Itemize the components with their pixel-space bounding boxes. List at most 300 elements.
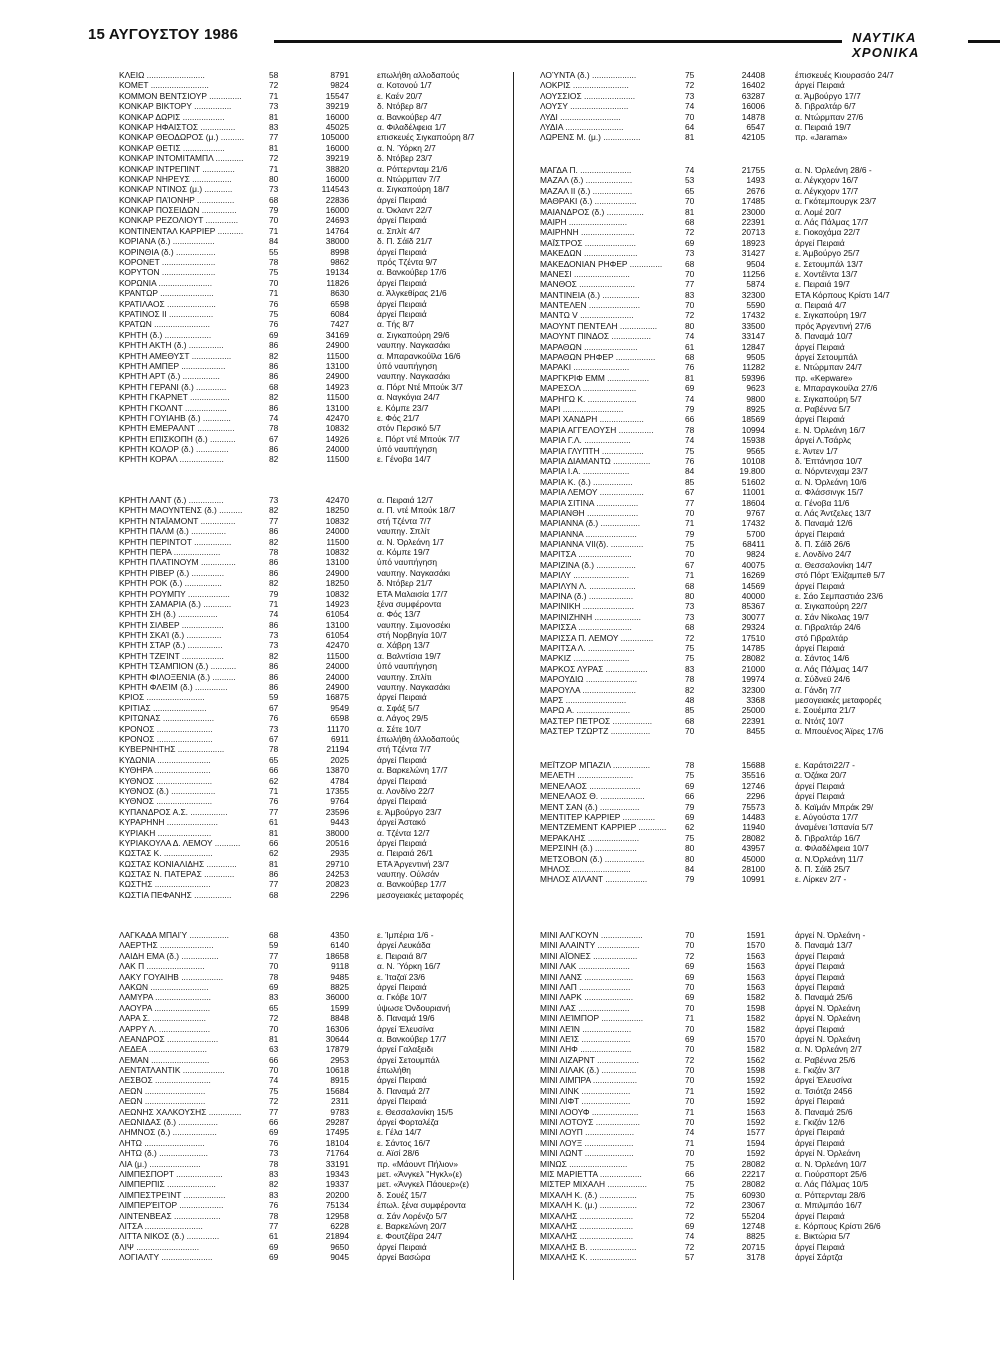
ship-year: 70 <box>269 215 279 226</box>
ship-name: ΛΟΥΣΥ ......................... <box>540 101 629 112</box>
ship-name: ΜΑΡΙΤΣΑ ....................... <box>540 549 632 560</box>
ship-row <box>119 890 464 900</box>
ship-name: ΚΟΡΩΝΙΑ ....................... <box>119 277 213 288</box>
ship-grt: 60930 <box>741 1189 765 1200</box>
ship-status: άργεί Πειραιά <box>795 1023 845 1034</box>
ship-status: άργεί Πειραιά <box>795 981 845 992</box>
ship-name: ΚΥΡΙΑΚΟΥΛΑ Δ. ΛΕΜΟΥ ........... <box>119 837 241 848</box>
ship-grt: 12746 <box>741 780 765 791</box>
ship-row <box>119 982 469 992</box>
ship-year: 83 <box>269 1168 279 1179</box>
ship-grt: 3178 <box>746 1252 765 1263</box>
ship-year: 80 <box>685 320 695 331</box>
ship-status: ε. Μπαραγκουίλα 27/6 <box>795 383 878 394</box>
ship-name: ΚΟΝΚΑΡ ΠΑΊΟΝΗΡ ................ <box>119 194 235 205</box>
ship-year: 86 <box>269 661 279 672</box>
ship-name: ΛΑΟΥΡΑ ........................ <box>119 1002 211 1013</box>
ship-grt: 10832 <box>325 515 349 526</box>
ship-name: ΚΡΗΤΗ ΠΕΡΑ .................... <box>119 546 221 557</box>
ship-grt: 43957 <box>741 843 765 854</box>
ship-name: ΚΟΜΕΤ ......................... <box>119 80 209 91</box>
ship-name: ΜΙΣ ΜΑΡΙΕΤΤΑ .................. <box>540 1168 642 1179</box>
ship-grt: 17485 <box>741 196 765 207</box>
ship-grt: 17879 <box>325 1044 349 1055</box>
ship-grt: 45025 <box>325 121 349 132</box>
ship-name: ΚΟΡΙΑΝΑ (δ.) .................. <box>119 236 215 247</box>
ship-year: 86 <box>269 619 279 630</box>
ship-row <box>119 776 464 786</box>
ship-row <box>119 164 475 174</box>
ship-row <box>119 495 464 505</box>
ship-row <box>119 724 464 734</box>
ship-status: στή Τζέντα 7/7 <box>377 744 432 755</box>
ship-grt: 35516 <box>741 770 765 781</box>
ship-year: 73 <box>269 184 279 195</box>
ship-grt: 16000 <box>325 111 349 122</box>
ship-year: 53 <box>685 175 695 186</box>
ship-grt: 30077 <box>741 611 765 622</box>
ship-name: ΚΡΗΤΗ ΤΣΑΜΠΙΟΝ (δ.) ........... <box>119 661 237 672</box>
ship-row <box>540 456 890 466</box>
ship-grt: 33147 <box>741 331 765 342</box>
ship-year: 70 <box>685 1117 695 1128</box>
ship-status: άργεί Πειραιά <box>377 194 427 205</box>
ship-status: ναυπηγ. Σπλίτ <box>377 526 430 537</box>
ship-name: ΛΕΝΤΑΤΛΑΝΤΙΚ .................. <box>119 1065 225 1076</box>
ship-name: ΜΕΝΤΙΤΕΡ ΚΑΡΡΙΕΡ .............. <box>540 811 656 822</box>
ship-row <box>540 791 873 801</box>
ship-name: ΜΕΡΑΚΛΗΣ ...................... <box>540 832 640 843</box>
ship-row <box>540 643 890 653</box>
ship-row <box>119 330 475 340</box>
ship-year: 61 <box>685 341 695 352</box>
ship-status: α. Κόμπε 19/7 <box>377 546 430 557</box>
ship-grt: 9783 <box>330 1106 349 1117</box>
ship-grt: 15688 <box>741 760 765 770</box>
ship-year: 75 <box>269 267 279 278</box>
ship-status: α. Λέγκχορν 17/7 <box>795 185 859 196</box>
ship-name: ΛΙΜΠΕΣΠΟΡΤ .................... <box>119 1168 223 1179</box>
ship-status: ναυπηγ. Ναγκασάκι <box>377 371 450 382</box>
ship-row <box>540 1169 881 1179</box>
ship-year: 70 <box>685 726 695 737</box>
ship-status: ε. Καράτσι22/7 - <box>795 760 855 770</box>
ship-status: α. Όζάκα 20/7 <box>795 770 847 781</box>
ship-status: άργεί Ν. Όρλεάνη <box>795 1148 861 1159</box>
ship-list-right-bottom <box>540 930 881 1263</box>
ship-row <box>119 1159 469 1169</box>
ship-name: ΜΑΡΙΑ Ι.Α. .................... <box>540 466 630 477</box>
ship-status: έπωλ. ξένα συμφέροντα <box>377 1200 466 1211</box>
ship-grt: 1563 <box>746 971 765 982</box>
ship-status: α. Γκόβε 10/7 <box>377 992 428 1003</box>
ship-name: ΜΑΝΤΩ V ....................... <box>540 310 634 321</box>
ship-status: στόν Περσικό 5/7 <box>377 423 441 434</box>
ship-grt: 1582 <box>746 1044 765 1055</box>
ship-name: ΜΑΡΙΣΣΑ ....................... <box>540 622 632 633</box>
ship-row <box>119 434 475 444</box>
ship-grt: 14923 <box>325 598 349 609</box>
ship-year: 70 <box>685 1065 695 1076</box>
ship-row <box>540 560 890 570</box>
ship-list-right-mid <box>540 165 890 736</box>
ship-status: ναυπηγ. Ναγκασάκι <box>377 682 450 693</box>
ship-year: 71 <box>269 90 279 101</box>
ship-year: 71 <box>269 163 279 174</box>
ship-row <box>119 361 475 371</box>
ship-name: ΜΙΝΩΣ ......................... <box>540 1158 628 1169</box>
ship-year: 75 <box>685 539 695 550</box>
ship-year: 70 <box>685 507 695 518</box>
ship-grt: 11940 <box>742 822 765 833</box>
ship-name: ΛΗΤΩ (δ.) ..................... <box>119 1148 208 1159</box>
ship-grt: 1563 <box>746 981 765 992</box>
ship-row <box>540 487 890 497</box>
ship-year: 66 <box>269 765 279 776</box>
ship-status: δ. Παναμά 2/7 <box>377 1085 430 1096</box>
ship-year: 81 <box>269 858 279 869</box>
ship-grt: 15938 <box>741 435 765 446</box>
magazine-title: ΝΑΥΤΙΚΑ ΧΡΟΝΙΚΑ <box>852 30 920 60</box>
ship-name: ΚΟΝΚΑΡ ΙΝΤΟΜΙΤΑΜΠΛ ............ <box>119 153 244 164</box>
ship-list-right-top <box>540 70 894 143</box>
ship-grt: 1582 <box>746 992 765 1003</box>
ship-grt: 1493 <box>746 175 765 186</box>
ship-grt: 1592 <box>746 1117 765 1128</box>
ship-year: 69 <box>685 237 695 248</box>
ship-row <box>119 80 475 90</box>
ship-status: μεσογειακές μεταφορές <box>377 889 464 900</box>
ship-row <box>540 674 890 684</box>
ship-status: α. Λέγκχορν 16/7 <box>795 175 859 186</box>
ship-grt: 16269 <box>741 570 765 581</box>
ship-name: ΛΕΑΝΔΡΟΣ ...................... <box>119 1033 219 1044</box>
ship-row <box>119 516 464 526</box>
ship-name: ΚΩΣΤΙΑ ΠΕΦΑΝΗΣ ................ <box>119 889 232 900</box>
ship-year: 77 <box>269 879 279 890</box>
ship-row <box>119 184 475 194</box>
ship-grt: 5590 <box>746 300 765 311</box>
ship-status: άργεί Πειραιά <box>377 215 427 226</box>
ship-status: άργεί Πειραιά <box>795 1096 845 1107</box>
ship-name: ΛΗΜΝΟΣ (δ.) ................... <box>119 1127 217 1138</box>
ship-status: άργεί Πειραιά <box>377 796 427 807</box>
ship-status: α. Σιγκαπούρη 29/6 <box>377 329 450 340</box>
ship-name: ΜΑΪΣΤΡΟΣ ...................... <box>540 237 636 248</box>
ship-status: α. Λάγος 29/5 <box>377 713 428 724</box>
ship-status: άργεί Ν. Όρλεάνη <box>795 1002 861 1013</box>
ship-name: ΛΟΥΣΣΙΟΣ ...................... <box>540 90 636 101</box>
ship-grt: 11500 <box>326 392 349 403</box>
ship-row <box>119 143 475 153</box>
ship-status: α. Βανκούβερ 17/7 <box>377 1033 447 1044</box>
ship-name: ΜΙΝΙ ΛΙΜΠΡΑ ................... <box>540 1075 638 1086</box>
ship-name: ΚΡΗΤΗ ΑΜΕΘΥΣΤ ................. <box>119 350 232 361</box>
ship-grt: 18250 <box>325 578 349 589</box>
ship-status: ε. Θεσσαλονίκη 15/5 <box>377 1106 454 1117</box>
ship-year: 62 <box>269 848 279 859</box>
ship-row <box>540 91 894 101</box>
ship-grt: 8455 <box>746 726 765 737</box>
ship-status: ε. Πειραιά 8/7 <box>377 950 428 961</box>
ship-row <box>119 992 469 1002</box>
ship-grt: 38820 <box>325 163 349 174</box>
ship-name: ΛΑΡΡΥ Λ. ...................... <box>119 1023 211 1034</box>
ship-name: ΜΑΡΙΤΣΑ Λ. .................... <box>540 642 635 653</box>
ship-row <box>119 672 464 682</box>
ship-name: ΜΑΡΗΓΩ Κ. ..................... <box>540 393 637 404</box>
ship-status: α. Γάνδη 7/7 <box>795 684 842 695</box>
ship-row <box>540 695 890 705</box>
ship-name: ΚΟΝΚΑΡ ΠΟΣΕΙΔΩΝ ............... <box>119 205 237 216</box>
ship-status: α. Ν. Όρλεάνη 10/6 <box>795 476 867 487</box>
ship-grt: 5700 <box>746 528 765 539</box>
ship-status: άργεί Πειραιά <box>795 642 845 653</box>
ship-name: ΚΡΗΤΗ ΠΛΑΤΙΝΟΥΜ ............... <box>119 557 236 568</box>
ship-year: 69 <box>269 1241 279 1252</box>
ship-list-right-lower <box>540 760 873 885</box>
ship-status: α. Χάβρη 13/7 <box>377 640 430 651</box>
ship-name: ΚΡΗΤΗ ΣΚΑΊ (δ.) ............... <box>119 630 222 641</box>
ship-year: 66 <box>269 1054 279 1065</box>
ship-name: ΜΙΝΙ ΛΟΥΠ ..................... <box>540 1127 635 1138</box>
ship-grt: 1599 <box>330 1002 349 1013</box>
ship-name: ΜΑΡΙΛΥ ........................ <box>540 570 630 581</box>
ship-status: ε. Σιγκαπούρη 5/7 <box>795 393 862 404</box>
ship-year: 77 <box>685 497 695 508</box>
ship-row <box>119 454 475 464</box>
ship-grt: 11282 <box>742 362 765 373</box>
ship-grt: 1563 <box>746 961 765 972</box>
ship-year: 71 <box>269 785 279 796</box>
ship-name: ΛΗΤΩ .......................... <box>119 1137 205 1148</box>
ship-year: 69 <box>685 1220 695 1231</box>
ship-grt: 1592 <box>746 1075 765 1086</box>
ship-row <box>119 91 475 101</box>
ship-name: ΜΑΡΙΑ ΣΙΤΙΝΑ .................. <box>540 497 639 508</box>
ship-status: άργεί Πειραιά <box>795 961 845 972</box>
ship-grt: 6140 <box>330 940 349 951</box>
ship-name: ΜΑΡΙΝΙΖΗΝΗ .................... <box>540 611 641 622</box>
ship-grt: 16306 <box>325 1023 349 1034</box>
ship-row <box>540 961 881 971</box>
ship-row <box>540 1065 881 1075</box>
ship-status: στό Γιβραλτάρ <box>795 632 848 643</box>
ship-status: α. Ρόττερνταμ 21/6 <box>377 163 448 174</box>
ship-grt: 2953 <box>330 1054 349 1065</box>
ship-status: δ. Παναμά 19/6 <box>377 1013 435 1024</box>
ship-year: 76 <box>269 796 279 807</box>
ship-status: δ. Ντόβερ 8/7 <box>377 101 428 112</box>
ship-year: 71 <box>685 1106 695 1117</box>
ship-status: δ. Γιβραλτάρ 16/7 <box>795 832 861 843</box>
ship-row <box>119 568 464 578</box>
ship-year: 73 <box>269 723 279 734</box>
ship-year: 76 <box>685 455 695 466</box>
ship-year: 69 <box>685 1033 695 1044</box>
ship-year: 79 <box>685 403 695 414</box>
ship-name: ΚΩΣΤΑΣ Κ. ..................... <box>119 848 213 859</box>
ship-status: ε. Γιοκοχάμα 22/7 <box>795 227 860 238</box>
ship-year: 74 <box>685 331 695 342</box>
ship-status: άργεί Πειραιά <box>795 950 845 961</box>
ship-row <box>540 321 890 331</box>
ship-year: 84 <box>685 466 695 477</box>
ship-name: ΚΡΟΝΟΣ ........................ <box>119 733 213 744</box>
ship-name: ΜΑΙΑΝΔΡΟΣ (δ.) ................ <box>540 206 644 217</box>
ship-grt: 33191 <box>325 1158 349 1169</box>
ship-row <box>119 444 475 454</box>
ship-grt: 68411 <box>742 539 765 550</box>
column-divider <box>513 72 514 1280</box>
ship-name: ΚΡΗΤΗ ΑΚΤΗ (δ.) ............... <box>119 340 224 351</box>
ship-name: ΚΡΗΤΗ ΜΑΟΥΝΤΕΝΣ (δ.) .......... <box>119 505 243 516</box>
ship-row <box>540 940 881 950</box>
ship-row <box>119 174 475 184</box>
ship-grt: 1592 <box>746 1096 765 1107</box>
ship-status: ε. Ντώρμπαν 24/7 <box>795 362 863 373</box>
ship-row <box>119 692 464 702</box>
ship-status: δ. Έπτάνησα 10/7 <box>795 455 863 466</box>
ship-grt: 19337 <box>325 1179 349 1190</box>
ship-year: 75 <box>685 70 695 80</box>
ship-year: 62 <box>685 822 695 833</box>
ship-row <box>119 278 475 288</box>
ship-year: 79 <box>685 801 695 812</box>
ship-status: α. Γένοβα 11/6 <box>795 497 850 508</box>
ship-year: 55 <box>269 246 279 257</box>
ship-row <box>119 879 464 889</box>
ship-name: ΜΙΝΙ ΛΕΊΝ ..................... <box>540 1023 632 1034</box>
ship-row <box>540 1013 881 1023</box>
ship-row <box>119 859 464 869</box>
ship-name: ΜΙΧΑΛΗ Κ. (μ.) ................ <box>540 1200 637 1211</box>
ship-name: ΜΑΣΤΕΡ ΤΖΩΡΤΖ ................. <box>540 726 651 737</box>
ship-name: ΚΡΗΤΗ ΤΖΕΊΝΤ .................. <box>119 650 224 661</box>
ship-name: ΛΕΣΒΟΣ ........................ <box>119 1075 211 1086</box>
ship-year: 71 <box>269 288 279 299</box>
ship-grt: 25000 <box>741 705 765 716</box>
ship-grt: 63287 <box>741 90 765 101</box>
ship-status: άργεί Ν. Όρλεάνη <box>795 1013 861 1024</box>
ship-grt: 20823 <box>325 879 349 890</box>
ship-status: α. Μπαρανκούϊλα 16/6 <box>377 350 461 361</box>
ship-year: 74 <box>269 412 279 423</box>
ship-name: ΚΡΗΤΗ ΑΡΤ (δ.) ................ <box>119 371 220 382</box>
ship-name: ΚΡΗΤΗ ΡΟΥΜΠΥ .................. <box>119 588 230 599</box>
ship-grt: 8791 <box>330 70 349 80</box>
ship-list-left-mid <box>119 495 464 900</box>
ship-name: ΜΙΣΤΕΡ ΜΙΧΑΛΗ ................. <box>540 1179 647 1190</box>
ship-status: ναυπηγ. Σιμονοσέκι <box>377 619 451 630</box>
ship-name: ΚΡΗΤΗ ΣΤΑΡ (δ.) ............... <box>119 640 223 651</box>
ship-grt: 16000 <box>325 205 349 216</box>
ship-name: ΛΙΜΠΕΡΈΙΤΟΡ ................... <box>119 1200 224 1211</box>
ship-status: α. Ντώρμπαν 27/6 <box>795 111 864 122</box>
ship-grt: 16875 <box>325 692 349 703</box>
ship-grt: 6598 <box>330 298 349 309</box>
ship-row <box>119 838 464 848</box>
ship-status: ε. Γκιζάν 3/7 <box>795 1065 841 1076</box>
ship-name: ΜΙΝΙ ΛΗΦ ...................... <box>540 1044 632 1055</box>
ship-name: ΛΕΩΝΙΔΑΣ (δ.) ................. <box>119 1117 218 1128</box>
ship-year: 72 <box>269 1013 279 1024</box>
ship-name: ΜΑΡΟΥΛΑ ....................... <box>540 684 636 695</box>
ship-year: 76 <box>269 1137 279 1148</box>
ship-grt: 28082 <box>741 832 765 843</box>
ship-status: α. Π. ντέ Μπούκ 18/7 <box>377 505 456 516</box>
ship-name: ΚΡΗΤΗ ΚΟΡΑΛ ................... <box>119 454 224 465</box>
ship-grt: 1598 <box>746 1002 765 1013</box>
ship-status: άργεί Πειραιά <box>377 298 427 309</box>
ship-status: ε. Άντεν 1/7 <box>795 445 838 456</box>
ship-year: 73 <box>685 90 695 101</box>
ship-row <box>119 786 464 796</box>
ship-grt: 12847 <box>741 341 765 352</box>
ship-status: ε. Κόμπε 23/7 <box>377 402 429 413</box>
ship-year: 78 <box>269 423 279 434</box>
ship-grt: 6228 <box>330 1220 349 1231</box>
ship-grt: 61054 <box>325 630 349 641</box>
ship-year: 69 <box>269 329 279 340</box>
ship-row <box>540 1231 881 1241</box>
ship-year: 70 <box>685 111 695 122</box>
ship-row <box>540 175 890 185</box>
ship-row <box>540 362 890 372</box>
ship-status: ε. Κόρπους Κρίστι 26/6 <box>795 1220 881 1231</box>
ship-year: 68 <box>685 715 695 726</box>
ship-grt: 7427 <box>330 319 349 330</box>
ship-name: ΚΡΗΤΗ ΣΗ (δ.) ................. <box>119 609 218 620</box>
ship-name: ΜΑΡΙΝΙΚΗ ...................... <box>540 601 635 612</box>
ship-row <box>119 1127 469 1137</box>
ship-status: α. Φιλαδέλφεια 1/7 <box>377 121 447 132</box>
ship-name: ΜΑΓΔΑ Π. ...................... <box>540 165 632 175</box>
ship-grt: 20715 <box>741 1241 765 1252</box>
ship-grt: 114543 <box>321 184 349 195</box>
ship-year: 69 <box>685 992 695 1003</box>
ship-name: ΜΑΡΓΚΡΙΦ ΕΜΜ .................. <box>540 372 650 383</box>
ship-year: 72 <box>685 632 695 643</box>
ship-name: ΚΡΗΤΗ ΦΛΕΊΜ (δ.) .............. <box>119 682 228 693</box>
ship-row <box>540 612 890 622</box>
ship-year: 67 <box>269 702 279 713</box>
ship-status: α. Βαλντίσια 19/7 <box>377 650 441 661</box>
ship-year: 68 <box>685 580 695 591</box>
ship-year: 71 <box>269 225 279 236</box>
ship-year: 67 <box>269 733 279 744</box>
ship-name: ΛΕΜΑΝ ......................... <box>119 1054 210 1065</box>
ship-year: 72 <box>685 1200 695 1211</box>
ship-status: ε. Φουτζέϊρα 24/7 <box>377 1231 443 1242</box>
ship-status: άργεί Άστακό <box>377 817 426 828</box>
ship-grt: 11826 <box>326 277 349 288</box>
ship-name: ΜΑΡΑΚΙ ........................ <box>540 362 630 373</box>
ship-status: ε. Σετουμπάλ 13/7 <box>795 258 863 269</box>
ship-row <box>540 685 890 695</box>
ship-row <box>540 1190 881 1200</box>
ship-name: ΜΙΝΙ ΛΟΥΞ ..................... <box>540 1137 634 1148</box>
ship-name: ΚΟΝΚΑΡ ΔΩΡΙΣ .................. <box>119 111 225 122</box>
ship-grt: 18104 <box>325 1137 349 1148</box>
ship-status: α. Πόρτ Ντέ Μπούκ 3/7 <box>377 381 463 392</box>
ship-grt: 105000 <box>321 132 349 143</box>
ship-grt: 12958 <box>325 1210 349 1221</box>
ship-year: 78 <box>269 1158 279 1169</box>
ship-row <box>119 640 464 650</box>
ship-grt: 10832 <box>325 546 349 557</box>
header-rule-right <box>968 40 1000 43</box>
